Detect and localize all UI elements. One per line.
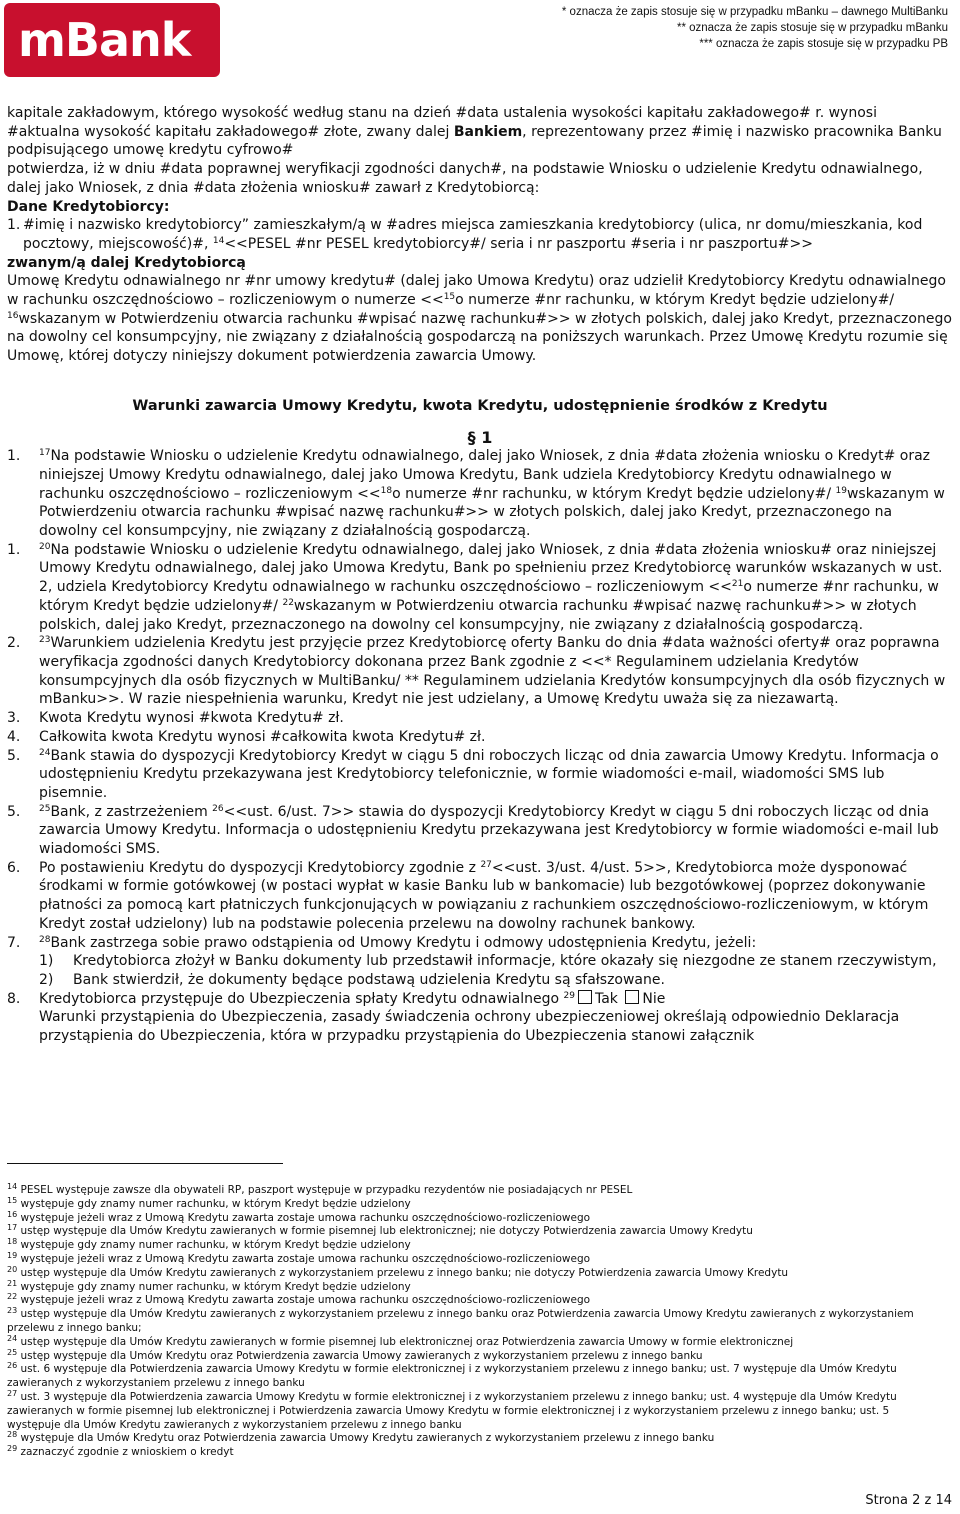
header-note-2: ** oznacza że zapis stosuje się w przypadku mBanku <box>676 22 948 34</box>
list-item-3: 3. Kwota Kredytu wynosi #kwota Kredytu# zł. <box>7 710 344 727</box>
list-item-5a: 5. $^{24}$Bank stawia do dyspozycji Kredytobiorcy Kredyt w ciągu 5 dni roboczych licząc od dnia zawarcia Umowy Kredytu. Informacja o udostępnieniu Kredytu przekazywana jest Kredytobiorcy telefonicznie, w formie wiadomości e-mail, wiadomości SMS lub pisemnie. <box>7 747 939 801</box>
footnote: $^{18}$ występuje gdy znamy numer rachunku, w którym Kredyt będzie udzielony <box>7 1237 411 1252</box>
tak-checkbox[interactable] <box>578 990 592 1004</box>
paragraph-sign: § 1 <box>467 427 493 447</box>
borrower-item-1: 1. #imię i nazwisko kredytobiorcy” zamieszkałym/ą w #adres miejsca zamieszkania kredytobiorcy (ulica, nr domu/mieszkania, kod pocztowy, miejscowość)#, $^{14}$<<PESEL #nr PESEL kredytobiorcy#/ seria i nr paszportu #seria i nr paszportu#>> <box>7 217 923 252</box>
header-note-1: * oznacza że zapis stosuje się w przypadku mBanku – dawnego MultiBanku <box>561 6 948 18</box>
footnote: $^{24}$ ustęp występuje dla Umów Kredytu zawieranych w formie pisemnej lub elektronicznej oraz Potwierdzenia zawarcia Umowy w formie elektronicznej <box>7 1333 794 1348</box>
intro-paragraph-3: Umowę Kredytu odnawialnego nr #nr umowy kredytu# (dalej jako Umowa Kredytu) oraz udzielił Kredytobiorcy Kredytu odnawialnego w rachunku oszczędnościowo – rozliczeniowym o numerze <<$^{15}$o numerze #nr rachunku, w którym Kredyt będzie udzielony#/ $^{16}$wskazanym w Potwierdzeniu otwarcia rachunku #wpisać nazwę rachunku#>> w złotych polskich, dalej jako Kredyt, przeznaczonego na dowolny cel konsumpcyjny, nie związany z działalnością gospodarczą na poniższych warunkach. Przez Umowę Kredytu rozumie się Umowę, której dotyczy niniejszy dokument potwierdzenia zawarcia Umowy. <box>7 273 952 365</box>
header-note-3: *** oznacza że zapis stosuje się w przypadku PB <box>699 38 948 50</box>
sublist-item-1: 1) Kredytobiorca złożył w Banku dokumenty lub przedstawił informacje, które okazały się niezgodne ze stanem rzeczywistym, <box>39 953 937 970</box>
list-item-4: 4. Całkowita kwota Kredytu wynosi #całkowita kwota Kredytu# zł. <box>7 728 486 745</box>
nie-checkbox[interactable] <box>625 990 639 1004</box>
footnote: $^{25}$ ustęp występuje dla Umów Kredytu oraz Potwierdzenia zawarcia Umowy zawieranych z wykorzystaniem przelewu z innego banku <box>7 1347 703 1362</box>
list-item-1a: 1. $^{17}$Na podstawie Wniosku o udzielenie Kredytu odnawialnego, dalej jako Wniosek, z dnia #data złożenia wniosku o Kredyt# oraz niniejszej Umowy Kredytu odnawialnego, dalej jako Umowa Kredytu, Bank udziela Kredytobiorcy Kredytu odnawialnego w rachunku oszczędnościowo – rozliczeniowym <<$^{18}$o numerze #nr rachunku, w którym Kredyt będzie udzielony#/ $^{19}$wskazanym w Potwierdzeniu otwarcia rachunku #wpisać nazwę rachunku#>> w złotych polskich, dalej jako Kredyt, przeznaczonego na dowolny cel konsumpcyjny, nie związany z działalnością gospodarczą. <box>7 448 945 540</box>
section-title: Warunki zawarcia Umowy Kredytu, kwota Kredytu, udostępnienie środków z Kredytu <box>132 397 828 414</box>
list-item-5b: 5. $^{25}$Bank, z zastrzeżeniem $^{26}$<<ust. 6/ust. 7>> stawia do dyspozycji Kredytobiorcy Kredyt w ciągu 5 dni roboczych licząc od dnia zawarcia Umowy Kredytu. Informacja o udostępnieniu Kredytu przekazywana jest Kredytobiorcy w formie wiadomości e-mail lub wiadomości SMS. <box>7 803 939 858</box>
list-item-7: 7. $^{28}$Bank zastrzega sobie prawo odstąpienia od Umowy Kredytu i odmowy udostępnienia Kredytu, jeżeli: 1) Kredytobiorca złożył w Banku dokumenty lub przedstawił informacje, które okazały się niezgodne ze stanem rzeczywistym, 2) Bank stwierdził, że dokumenty będące podstawą udzielenia Kredytu są sfałszowane. <box>7 934 953 990</box>
borrower-label: zwanym/ą dalej Kredytobiorcą <box>7 254 246 271</box>
footnote: $^{28}$ występuje dla Umów Kredytu oraz Potwierdzenia zawarcia Umowy Kredytu zawieranych z wykorzystaniem przelewu z innego banku <box>7 1430 715 1445</box>
list-item-8: 8. Kredytobiorca przystępuje do Ubezpieczenia spłaty Kredytu odnawialnego $^{29}$ Tak Nie Warunki przystąpienia do Ubezpieczenia, zasady świadczenia ochrony ubezpieczeniowej określają odpowiednio Deklaracja przystąpienia do Ubezpieczenia, która w przypadku przystąpienia do Ubezpieczenia stanowi załącznik <box>7 990 900 1045</box>
footnote: $^{14}$ PESEL występuje zawsze dla obywateli RP, paszport występuje w przypadku rezydentów nie posiadających nr PESEL <box>7 1182 633 1196</box>
footnote: $^{21}$ występuje gdy znamy numer rachunku, w którym Kredyt będzie udzielony <box>7 1278 411 1293</box>
list-item-6: 6. Po postawieniu Kredytu do dyspozycji Kredytobiorcy zgodnie z $^{27}$<<ust. 3/ust. 4/ust. 5>>, Kredytobiorca może dysponować środkami w formie gotówkowej (w postaci wypłat w kasie Banku lub w bankomacie) lub bezgotówkowej (poprzez dokonywanie płatności za pomocą kart płatniczych funkcjonujących w powiązaniu z rachunkiem oszczędnościowo-rozliczeniowym, w którym Kredyt został udzielony) lub na podstawie polecenia przelewu na dowolny rachunek bankowy. <box>7 859 929 932</box>
list-item-1b: 1. $^{20}$Na podstawie Wniosku o udzielenie Kredytu odnawialnego, dalej jako Wniosek, z dnia #data złożenia wniosku# oraz niniejszej Umowy Kredytu odnawialnego, dalej jako Umowa Kredytu, Bank po spełnieniu przez Kredytobiorcę warunków wskazanych w ust. 2, udziela Kredytobiorcy Kredytu odnawialnego w rachunku oszczędnościowo – rozliczeniowym <<$^{21}$o numerze #nr rachunku, w którym Kredyt będzie udzielony#/ $^{22}$wskazanym w Potwierdzeniu otwarcia rachunku #wpisać nazwę rachunku#>> w złotych polskich, dalej jako Kredyt, przeznaczonego na dowolny cel konsumpcyjny, nie związany z działalnością gospodarczą. <box>7 541 943 633</box>
footnote: $^{27}$ ust. 3 występuje dla Potwierdzenia zawarcia Umowy Kredytu w formie elektronicznej i z wykorzystaniem przelewu z innego banku; ust. 4 występuje dla Umów Kredytu zawieranych w formie pisemnej lub elektronicznej i Potwierdzenia zawarcia Umowy Kredytu w formie elektronicznej i z wykorzystaniem przelewu z innego banku; ust. 5 występuje dla Umów Kredytu zawieranych z wykorzystaniem przelewu z innego banku <box>7 1388 897 1431</box>
footnote: $^{29}$ zaznaczyć zgodnie z wnioskiem o kredyt <box>7 1444 234 1459</box>
footnote: $^{23}$ ustęp występuje dla Umów Kredytu zawieranych z wykorzystaniem przelewu z innego banku oraz Potwierdzenia zawarcia Umowy Kredytu zawieranych z wykorzystaniem przelewu z innego banku; <box>7 1306 914 1334</box>
list-item-2: 2. $^{23}$Warunkiem udzielenia Kredytu jest przyjęcie przez Kredytobiorcę oferty Banku do dnia #data ważności oferty# oraz poprawna weryfikacja zgodności danych Kredytobiorcy dokonana przez Bank zgodnie z <<* Regulaminem udzielania Kredytów konsumpcyjnych dla osób fizycznych w MultiBanku/ ** Regulaminem udzielania Kredytów konsumpcyjnych dla osób fizycznych w mBanku>>. W razie niespełnienia warunku, Kredyt nie jest udzielany, a Umowę Kredytu uważa się za niezawartą. <box>7 635 946 708</box>
footnote: $^{26}$ ust. 6 występuje dla Potwierdzenia zawarcia Umowy Kredytu w formie elektronicznej i z wykorzystaniem przelewu z innego banku; ust. 7 występuje dla Umów Kredytu zawieranych z wykorzystaniem przelewu z innego banku <box>7 1361 897 1390</box>
footnote: $^{16}$ występuje jeżeli wraz z Umową Kredytu zawarta zostaje umowa rachunku oszczędnościowo-rozliczeniowego <box>7 1209 591 1224</box>
logo-text: mBank <box>18 13 191 67</box>
footnotes <box>7 1184 932 1460</box>
footnote: $^{17}$ ustęp występuje dla Umów Kredytu zawieranych w formie pisemnej lub elektronicznej; nie dotyczy Potwierdzenia zawarcia Umowy Kredytu <box>7 1223 753 1238</box>
document-body <box>7 104 953 1046</box>
page-header <box>0 0 960 80</box>
intro-paragraph-1: kapitale zakładowym, którego wysokość według stanu na dzień #data ustalenia wysokości kapitału zakładowego# r. wynosi #aktualna wysokość kapitału zakładowego# złote, zwany dalej Bankiem, reprezentowany przez #imię i nazwisko pracownika Banku podpisującego umowę kredytu cyfrowo# <box>7 105 942 159</box>
footnote: $^{20}$ ustęp występuje dla Umów Kredytu zawieranych z wykorzystaniem przelewu z innego banku; nie dotyczy Potwierdzenia zawarcia Umowy Kredytu <box>7 1264 789 1279</box>
mbank-logo <box>4 3 220 77</box>
header-notes <box>562 4 948 52</box>
sublist-item-2: 2) Bank stwierdził, że dokumenty będące podstawą udzielenia Kredytu są sfałszowane. <box>39 971 665 988</box>
page-number: Strona 2 z 14 <box>865 1493 952 1508</box>
borrower-data-heading: Dane Kredytobiorcy: <box>7 198 170 215</box>
footnote: $^{19}$ występuje jeżeli wraz z Umową Kredytu zawarta zostaje umowa rachunku oszczędnościowo-rozliczeniowego <box>7 1250 591 1265</box>
footnote-separator <box>7 1163 283 1164</box>
intro-paragraph-2: potwierdza, iż w dniu #data poprawnej weryfikacji zgodności danych#, na podstawie Wniosku o udzielenie Kredytu odnawialnego, dalej jako Wniosek, z dnia #data złożenia wniosku# zawarł z Kredytobiorcą: <box>7 161 923 196</box>
footnote: $^{22}$ występuje jeżeli wraz z Umową Kredytu zawarta zostaje umowa rachunku oszczędnościowo-rozliczeniowego <box>7 1292 591 1307</box>
footnote: $^{15}$ występuje gdy znamy numer rachunku, w którym Kredyt będzie udzielony <box>7 1195 411 1210</box>
